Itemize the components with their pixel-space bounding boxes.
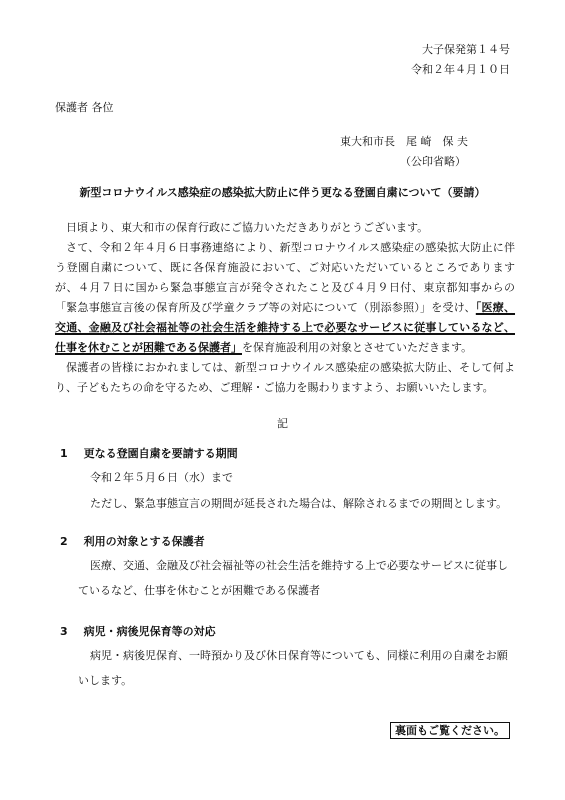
page-title: 新型コロナウイルス感染症の感染拡大防止に伴う更なる登園自粛について（要請） <box>79 186 486 199</box>
sender-name: 東大和市長 尾 崎 保 夫 <box>340 135 468 148</box>
item-1-title: 更なる登園自粛を要請する期間 <box>83 447 238 460</box>
doc-number: 大子保発第１４号 <box>422 43 510 56</box>
item-1-line-1: 令和２年５月６日（水）まで <box>90 471 233 484</box>
item-3-title: 病児・病後児保育等の対応 <box>83 625 216 638</box>
item-1-number: 1 <box>60 447 68 460</box>
item-3-heading <box>60 623 216 639</box>
see-reverse-note: 裏面もご覧ください。 <box>390 722 510 739</box>
footer-note-box <box>390 722 510 738</box>
doc-number-block <box>411 40 510 80</box>
item-1-line-2: ただし、緊急事態宣言の期間が延長された場合は、解除されるまでの期間とします。 <box>90 497 508 510</box>
item-2-title: 利用の対象とする保護者 <box>83 535 205 548</box>
sender-block <box>340 132 468 172</box>
item-2-number: 2 <box>60 535 68 548</box>
recipient: 保護者 各位 <box>55 101 114 114</box>
item-3-number: 3 <box>60 625 68 638</box>
body-paragraph-1: 日頃より、東大和市の保育行政にご協力いただきありがとうございます。 <box>66 221 429 234</box>
ki-heading: 記 <box>277 417 288 430</box>
emphasized-condition: 「医療、交通、金融及び社会福祉等の社会生活を維持する上で必要なサービスに従事しているなど、仕事を休むことが困難である保護者」 <box>55 301 516 354</box>
seal-omitted: （公印省略） <box>400 155 466 168</box>
item-3-text: 病児・病後児保育、一時預かり及び休日保育等についても、同様に利用の自粛をお願いします。 <box>78 649 508 687</box>
doc-date: 令和２年４月１０日 <box>411 63 510 76</box>
body-paragraph-2-end: を保育施設利用の対象とさせていただきます。 <box>242 341 473 354</box>
body-paragraph-2-start: さて、令和２年４月６日事務連絡により、新型コロナウイルス感染症の感染拡大防止に伴う登園自粛について、既に各保育施設において、ご対応いただいているところでありますが、４月７日に国から緊急事態宣言が発令されたこと及び４月９日付、東京都知事からの「緊急事態宣言後の保育所及び学童クラブ等の対応について（別添参照）」を受け、 <box>55 241 515 314</box>
body-paragraph-3: 保護者の皆様におかれましては、新型コロナウイルス感染症の感染拡大防止、そして何より、子どもたちの命を守るため、ご理解・ご協力を賜わりますよう、お願いいたします。 <box>55 361 515 394</box>
body-paragraph-2 <box>55 238 515 358</box>
item-2-text: 医療、交通、金融及び社会福祉等の社会生活を維持する上で必要なサービスに従事しているなど、仕事を休むことが困難である保護者 <box>78 559 508 597</box>
body-text <box>55 218 515 398</box>
item-2-heading <box>60 533 205 549</box>
item-1-heading <box>60 445 238 461</box>
